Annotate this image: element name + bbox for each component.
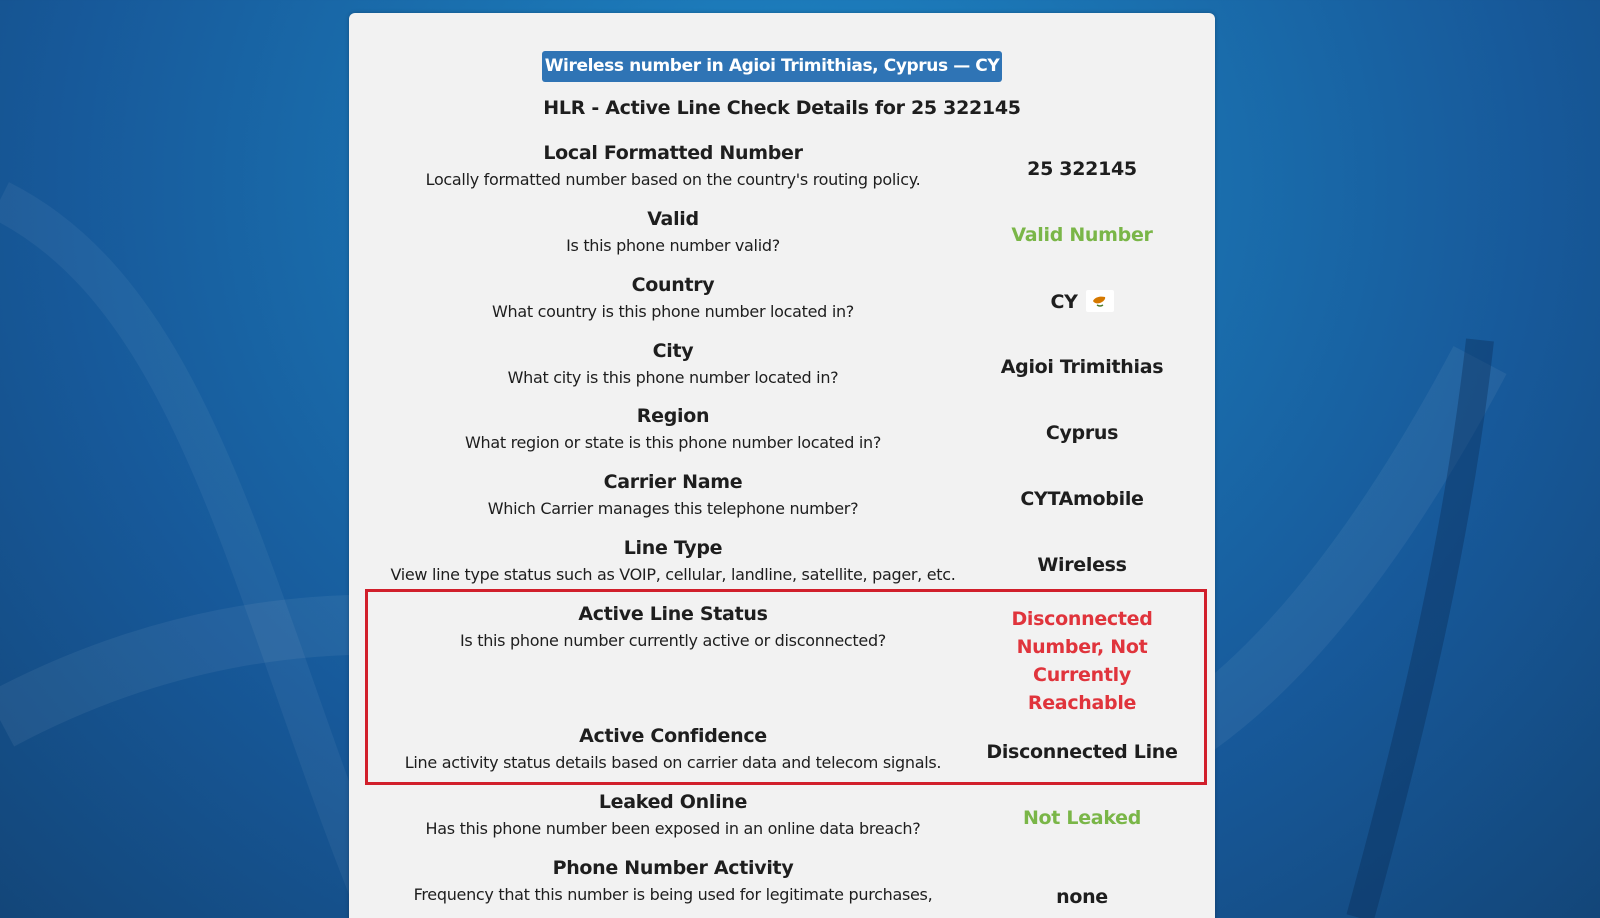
row-local-formatted-number <box>349 140 997 190</box>
row-label: Active Line Status <box>578 603 768 625</box>
row-line-type <box>349 535 997 585</box>
row-description: Frequency that this number is being used for legitimate purchases, <box>413 885 933 904</box>
row-label: Active Confidence <box>579 725 767 747</box>
row-description: What city is this phone number located in? <box>507 368 839 387</box>
row-description: What country is this phone number located in? <box>491 302 854 321</box>
active-confidence-value: Disconnected Line <box>986 741 1178 763</box>
row-description: Locally formatted number based on the country's routing policy. <box>425 170 921 189</box>
row-label: Leaked Online <box>598 791 748 813</box>
row-label: Carrier Name <box>603 471 743 493</box>
row-label: City <box>652 340 694 362</box>
results-card <box>349 13 1215 918</box>
line-type-value: Wireless <box>1037 554 1127 576</box>
country-code: CY <box>1050 291 1078 313</box>
row-city <box>349 338 997 388</box>
local-formatted-number-value: 25 322145 <box>1027 158 1137 180</box>
page-title: HLR - Active Line Check Details for 25 322145 <box>543 97 1021 119</box>
row-leaked-online <box>349 789 997 839</box>
row-description: Which Carrier manages this telephone number? <box>487 499 859 518</box>
row-region <box>349 403 997 453</box>
leaked-online-value: Not Leaked <box>1022 807 1142 829</box>
row-country <box>349 272 997 322</box>
row-label: Valid <box>647 208 699 230</box>
row-active-confidence <box>349 723 997 773</box>
row-label: Country <box>631 274 715 296</box>
row-phone-number-activity <box>349 855 997 905</box>
active-line-status-value: Disconnected Number, Not Currently Reachable <box>1011 608 1153 714</box>
row-active-line-status <box>349 601 997 651</box>
row-description: View line type status such as VOIP, cellular, landline, satellite, pager, etc. <box>390 565 956 584</box>
row-description: Is this phone number valid? <box>566 236 780 255</box>
row-description: What region or state is this phone number located in? <box>464 433 882 452</box>
row-label: Local Formatted Number <box>543 142 803 164</box>
valid-value: Valid Number <box>1011 224 1153 246</box>
row-description: Line activity status details based on carrier data and telecom signals. <box>404 753 942 772</box>
row-label: Region <box>636 405 710 427</box>
number-summary-badge: Wireless number in Agioi Trimithias, Cyprus — CY <box>542 51 1002 82</box>
phone-number-activity-value: none <box>1056 886 1108 908</box>
country-value <box>957 288 1207 316</box>
row-carrier-name <box>349 469 997 519</box>
carrier-name-value: CYTAmobile <box>1020 488 1144 510</box>
city-value: Agioi Trimithias <box>1000 356 1164 378</box>
row-label: Line Type <box>623 537 723 559</box>
region-value: Cyprus <box>1045 422 1119 444</box>
row-label: Phone Number Activity <box>552 857 794 879</box>
row-description: Is this phone number currently active or disconnected? <box>459 631 886 650</box>
cyprus-flag-icon <box>1086 290 1114 312</box>
row-description: Has this phone number been exposed in an online data breach? <box>425 819 921 838</box>
row-valid <box>349 206 997 256</box>
